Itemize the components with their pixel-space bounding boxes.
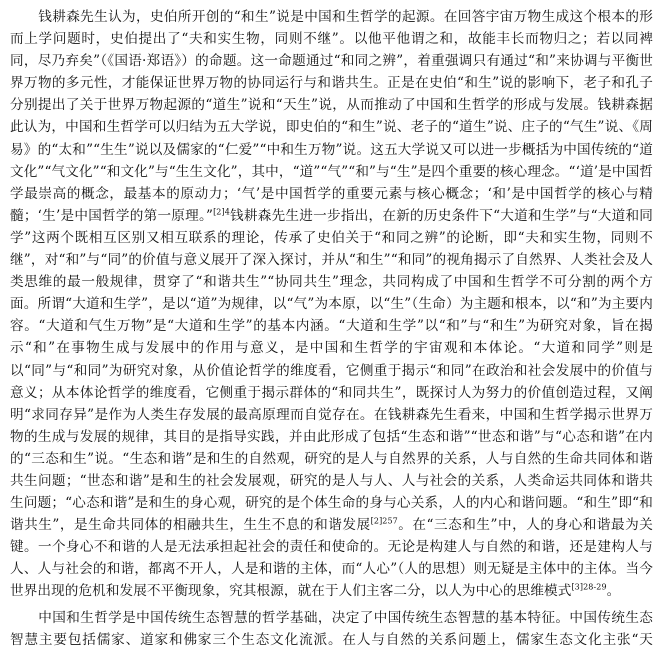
paragraph-1-text-4: 。	[606, 583, 621, 600]
citation-3: [3]28-29	[571, 582, 607, 592]
paragraph-2-text: 中国和生哲学是中国传统生态智慧的哲学基础，决定了中国传统生态智慧的基本特征。中国传统生态智慧主要包括儒家、道家和佛家三个生态文化流派。在人与自然的关系问题上，儒家生态文化主张“天	[10, 609, 653, 648]
paragraph-2	[10, 607, 653, 651]
paragraph-1-text: 钱耕森先生认为，史伯所开创的“和生”说是中国和生哲学的起源。在回答宇宙万物生成这个根本的形而上学问题时，史伯提出了“夫和实生物，同则不继”。以他平他谓之和，故能丰长而物归之；若以同裨同，尽乃弃矣”（《国语·郑语》）的命题。这一命题通过“和同之辨”，着重强调只有通过“和”来协调与平衡世界万物的多元性，才能保证世界万物的协同运行与和谐共生。正是在史伯“和生”说的影响下，老子和孔子分别提出了关于世界万物起源的“道生”说和“天生”说，从而推动了中国和生哲学的形成与发展。钱耕森据此认为，中国和生哲学可以归结为五大学说，即史伯的“和生”说、老子的“道生”说、庄子的“气生”说、《周易》的“太和”“生生”说以及儒家的“仁爱”“中和生万物”说。这五大学说又可以进一步概括为中国传统的“道文化”“气文化”“和文化”与“生生文化”，其中，“道”“气”“和”与“生”是四个重要的核心理念。“‘道’是中国哲学最崇高的概念，最基本的原动力；‘气’是中国哲学的重要元素与核心概念；‘和’是中国哲学的核心与精髓；‘生’是中国哲学的第一原理。”	[10, 9, 653, 224]
paragraph-1-text-2: 钱耕森先生进一步指出，在新的历史条件下“大道和生学”与“大道和同学”这两个既相互区别又相互联系的理论，传承了史伯关于“和同之辨”的论断，即“夫和实生物，同则不继”，对“和”与“同”的价值与意义展开了深入探讨，并从“和生”“和同”的视角揭示了自然界、人类社会及人类思维的最一般规律，贯穿了“和谐共生”“协同共生”理念，共同构成了中国和生哲学不可分割的两个方面。所谓“大道和生学”，是以“道”为规律，以“气”为本原，以“生”（生命）为主题和根本，以“和”为主要内容。“大道和气生万物”是“大道和生学”的基本内涵。“大道和生学”以“和”与“和生”为研究对象，旨在揭示“和”在事物生成与发展中的作用与意义，是中国和生哲学的宇宙观和本体论。“大道和同学”则是以“同”与“和同”为研究对象，从价值论哲学的维度看，它侧重于揭示“和同”在政治和社会发展中的价值与意义；从本体论哲学的维度看，它侧重于揭示群体的“和同共生”，既探讨人为努力的价值创造过程，又阐明“求同存异”是作为人类生存发展的最高原理而自觉存在。在钱耕森先生看来，中国和生哲学揭示世界万物的生成与发展的规律，其目的是指导实践，并由此形成了包括“生态和谐”“世态和谐”与“心态和谐”在内的“三态和生”说。“生态和谐”是和生的自然观，研究的是人与自然界的关系，人与自然的生命共同体和谐共生问题；“世态和谐”是和生的社会发展观，研究的是人与人、人与社会的关系，人类命运共同体和谐共生问题；“心态和谐”是和生的身心观，研究的是个体生命的身与心关系，人的内心和谐问题。“和生”即“和谐共生”，是生命共同体的相融共生，生生不息的和谐发展	[10, 207, 654, 534]
citation-2: [2]257	[370, 516, 398, 526]
paragraph-1-text-3: 。在“三态和生”中，人的身心和谐最为关键。一个身心不和谐的人是无法承担起社会的责任和使命的。无论是构建人与自然的和谐，还是建构人与人、人与社会的和谐，都离不开人，人是和谐的主体，而“人心”（人的思想）则无疑是主体中的主体。当今世界出现的危机和发展不平衡现象，究其根源，就在于人们主客二分，以人为中心的思维模式	[10, 517, 653, 600]
paragraph-1	[10, 6, 653, 603]
citation-1: [2]4	[213, 207, 230, 217]
